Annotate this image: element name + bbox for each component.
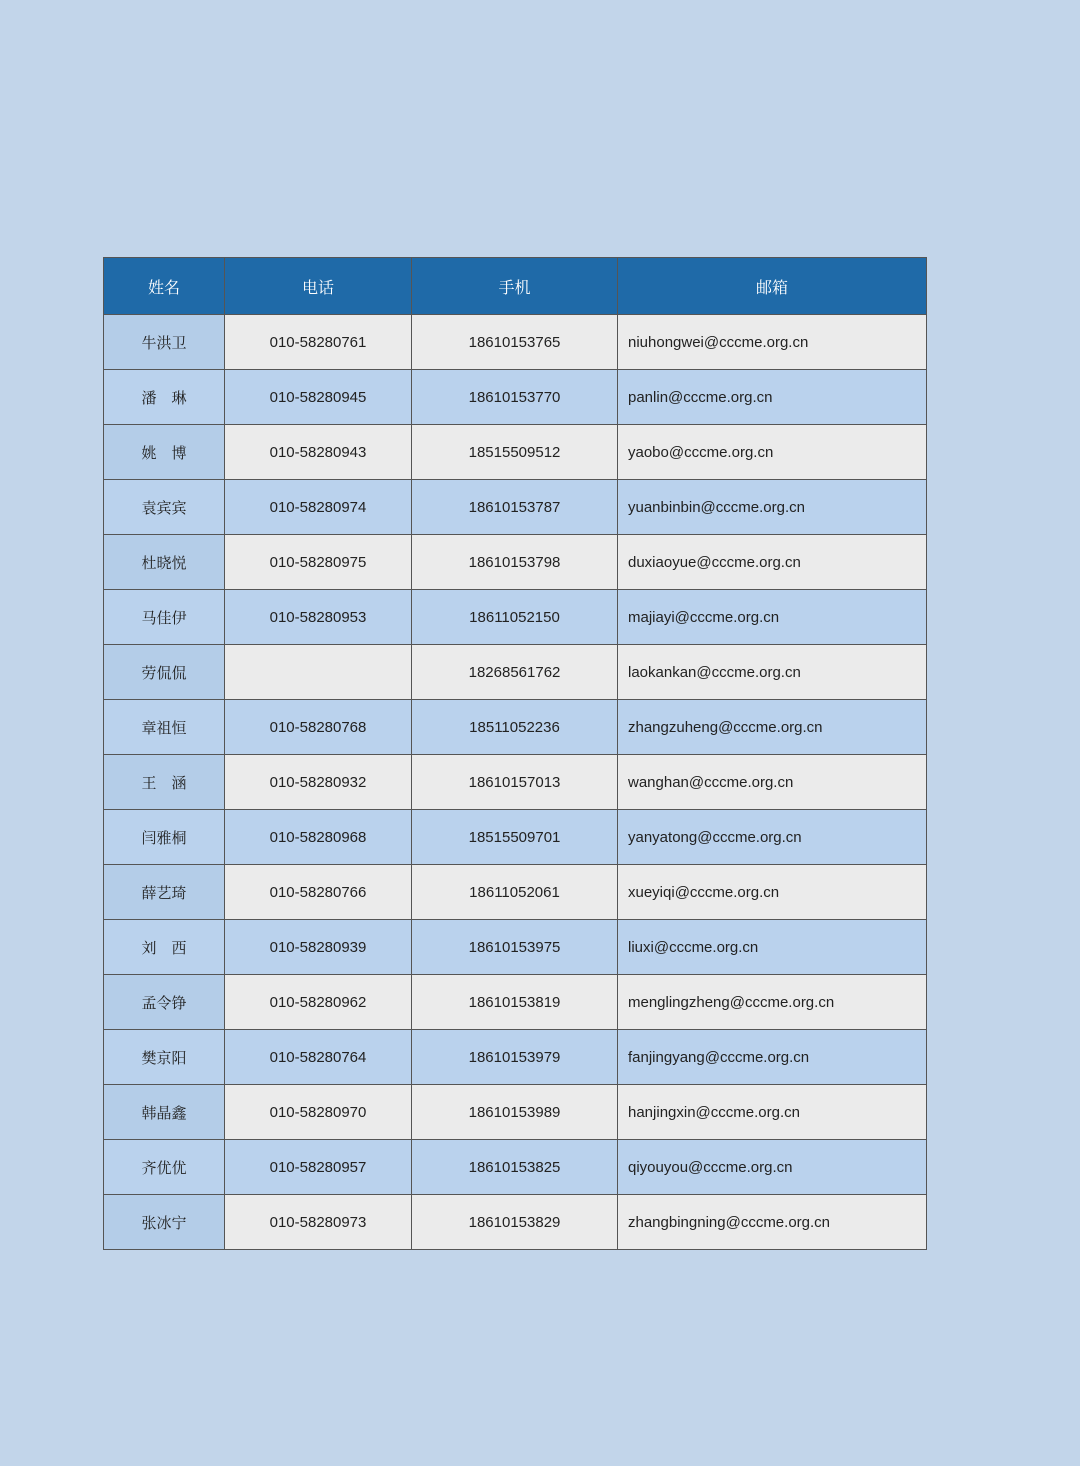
name-cell: 王 涵 xyxy=(104,755,225,810)
email-cell: zhangbingning@cccme.org.cn xyxy=(618,1195,927,1250)
name-cell: 劳侃侃 xyxy=(104,645,225,700)
tel-cell: 010-58280939 xyxy=(225,920,412,975)
name-cell: 韩晶鑫 xyxy=(104,1085,225,1140)
header-row xyxy=(104,258,927,315)
mobile-cell: 18610153765 xyxy=(412,315,618,370)
name-cell: 袁宾宾 xyxy=(104,480,225,535)
header-name: 姓名 xyxy=(104,258,225,315)
email-cell: liuxi@cccme.org.cn xyxy=(618,920,927,975)
mobile-cell: 18610153798 xyxy=(412,535,618,590)
email-cell: menglingzheng@cccme.org.cn xyxy=(618,975,927,1030)
email-cell: laokankan@cccme.org.cn xyxy=(618,645,927,700)
table-row xyxy=(104,755,927,810)
table-row xyxy=(104,920,927,975)
table-row xyxy=(104,1030,927,1085)
table-row xyxy=(104,480,927,535)
name-cell: 杜晓悦 xyxy=(104,535,225,590)
email-cell: panlin@cccme.org.cn xyxy=(618,370,927,425)
name-cell: 樊京阳 xyxy=(104,1030,225,1085)
table-row xyxy=(104,1140,927,1195)
mobile-cell: 18515509512 xyxy=(412,425,618,480)
email-cell: majiayi@cccme.org.cn xyxy=(618,590,927,645)
table-row xyxy=(104,535,927,590)
table-row xyxy=(104,370,927,425)
mobile-cell: 18610153989 xyxy=(412,1085,618,1140)
tel-cell: 010-58280766 xyxy=(225,865,412,920)
table-row xyxy=(104,315,927,370)
contact-table xyxy=(103,257,927,1250)
email-cell: duxiaoyue@cccme.org.cn xyxy=(618,535,927,590)
name-cell: 马佳伊 xyxy=(104,590,225,645)
name-cell: 章祖恒 xyxy=(104,700,225,755)
table-row xyxy=(104,425,927,480)
tel-cell: 010-58280975 xyxy=(225,535,412,590)
name-cell: 齐优优 xyxy=(104,1140,225,1195)
table-row xyxy=(104,700,927,755)
tel-cell: 010-58280970 xyxy=(225,1085,412,1140)
name-cell: 潘 琳 xyxy=(104,370,225,425)
email-cell: yanyatong@cccme.org.cn xyxy=(618,810,927,865)
email-cell: xueyiqi@cccme.org.cn xyxy=(618,865,927,920)
tel-cell: 010-58280945 xyxy=(225,370,412,425)
mobile-cell: 18515509701 xyxy=(412,810,618,865)
mobile-cell: 18610153770 xyxy=(412,370,618,425)
mobile-cell: 18610157013 xyxy=(412,755,618,810)
mobile-cell: 18610153975 xyxy=(412,920,618,975)
tel-cell: 010-58280764 xyxy=(225,1030,412,1085)
email-cell: hanjingxin@cccme.org.cn xyxy=(618,1085,927,1140)
header-email: 邮箱 xyxy=(618,258,927,315)
table-row xyxy=(104,645,927,700)
email-cell: qiyouyou@cccme.org.cn xyxy=(618,1140,927,1195)
name-cell: 薛艺琦 xyxy=(104,865,225,920)
tel-cell xyxy=(225,645,412,700)
name-cell: 孟令铮 xyxy=(104,975,225,1030)
table-body xyxy=(104,315,927,1250)
name-cell: 刘 西 xyxy=(104,920,225,975)
tel-cell: 010-58280761 xyxy=(225,315,412,370)
name-cell: 张冰宁 xyxy=(104,1195,225,1250)
tel-cell: 010-58280953 xyxy=(225,590,412,645)
table-row xyxy=(104,810,927,865)
header-mobile: 手机 xyxy=(412,258,618,315)
tel-cell: 010-58280768 xyxy=(225,700,412,755)
mobile-cell: 18611052061 xyxy=(412,865,618,920)
tel-cell: 010-58280968 xyxy=(225,810,412,865)
tel-cell: 010-58280957 xyxy=(225,1140,412,1195)
tel-cell: 010-58280962 xyxy=(225,975,412,1030)
table-row xyxy=(104,865,927,920)
mobile-cell: 18610153787 xyxy=(412,480,618,535)
mobile-cell: 18610153819 xyxy=(412,975,618,1030)
mobile-cell: 18610153979 xyxy=(412,1030,618,1085)
email-cell: yaobo@cccme.org.cn xyxy=(618,425,927,480)
table-row xyxy=(104,1195,927,1250)
email-cell: zhangzuheng@cccme.org.cn xyxy=(618,700,927,755)
tel-cell: 010-58280973 xyxy=(225,1195,412,1250)
email-cell: niuhongwei@cccme.org.cn xyxy=(618,315,927,370)
email-cell: yuanbinbin@cccme.org.cn xyxy=(618,480,927,535)
email-cell: fanjingyang@cccme.org.cn xyxy=(618,1030,927,1085)
tel-cell: 010-58280932 xyxy=(225,755,412,810)
mobile-cell: 18610153829 xyxy=(412,1195,618,1250)
email-cell: wanghan@cccme.org.cn xyxy=(618,755,927,810)
name-cell: 姚 博 xyxy=(104,425,225,480)
mobile-cell: 18611052150 xyxy=(412,590,618,645)
name-cell: 闫雅桐 xyxy=(104,810,225,865)
table-row xyxy=(104,975,927,1030)
name-cell: 牛洪卫 xyxy=(104,315,225,370)
table-row xyxy=(104,590,927,645)
mobile-cell: 18511052236 xyxy=(412,700,618,755)
header-tel: 电话 xyxy=(225,258,412,315)
mobile-cell: 18610153825 xyxy=(412,1140,618,1195)
tel-cell: 010-58280974 xyxy=(225,480,412,535)
mobile-cell: 18268561762 xyxy=(412,645,618,700)
table-row xyxy=(104,1085,927,1140)
tel-cell: 010-58280943 xyxy=(225,425,412,480)
